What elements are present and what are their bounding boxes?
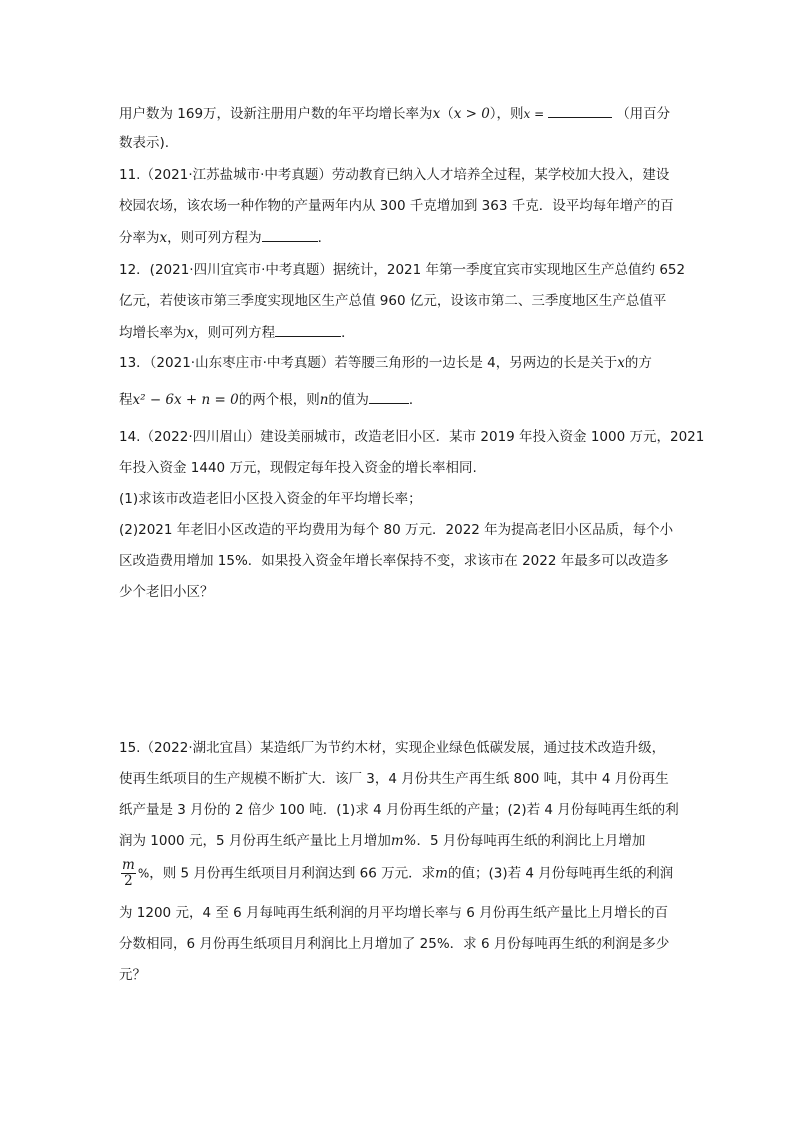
m-percent: m% bbox=[390, 833, 417, 849]
condition: x > 0 bbox=[453, 106, 490, 122]
q15-line-8: 元？ bbox=[119, 967, 146, 983]
q11-line-2: 校园农场，该农场一种作物的产量两年内从 300 千克增加到 363 千克．设平均每年增产的百 bbox=[119, 198, 674, 214]
fraction-denominator: 2 bbox=[124, 873, 133, 889]
q10-line-1 bbox=[119, 103, 670, 124]
q14-line-1: 14.（2022·四川眉山）建设美丽城市，改造老旧小区．某市 2019 年投入资金 1000 万元，2021 bbox=[119, 429, 705, 445]
q12-line-2: 亿元，若使该市第三季度实现地区生产总值 960 亿元，设该市第二、三季度地区生产总值平 bbox=[119, 293, 667, 309]
q12-text: ． bbox=[341, 325, 355, 341]
q15-text: 的值；(3)若 4 月份每吨再生纸的利润 bbox=[447, 865, 674, 882]
q15-line-2: 使再生纸项目的生产规模不断扩大．该厂 3，4 月份共生产再生纸 800 吨，其中 4 月份再生 bbox=[119, 771, 669, 787]
q14-part-2-line-2: 区改造费用增加 15%．如果投入资金年增长率保持不变，求该市在 2022 年最多可以改造多 bbox=[119, 553, 669, 569]
q11-text: ，则可列方程为 bbox=[167, 230, 262, 246]
x-equals: x = bbox=[523, 107, 545, 121]
var-m: m bbox=[435, 865, 448, 882]
q15-text: 润为 1000 元，5 月份再生纸产量比上月增加 bbox=[119, 833, 391, 849]
var-x: x bbox=[159, 230, 168, 246]
q12-line-3 bbox=[119, 322, 355, 343]
fraction-numerator: m bbox=[122, 857, 135, 873]
q15-text: ．5 月份每吨再生纸的利润比上月增加 bbox=[416, 833, 646, 849]
q14-line-2: 年投入资金 1440 万元，现假定每年投入资金的增长率相同. bbox=[119, 460, 477, 476]
q11-line-1: 11.（2021·江苏盐城市·中考真题）劳动教育已纳入人才培养全过程，某学校加大投入，建设 bbox=[119, 167, 670, 183]
q15-line-6: 为 1200 元，4 至 6 月每吨再生纸利润的月平均增长率与 6 月份再生纸产量比上月增长的百 bbox=[119, 905, 669, 921]
fraction-m-over-2 bbox=[121, 858, 136, 889]
q11-text: ． bbox=[317, 230, 332, 246]
paren-open: （ bbox=[440, 106, 454, 122]
q10-text: 用户数为 169万，设新注册用户数的年平均增长率为 bbox=[119, 106, 433, 122]
q13-text: 的值为 bbox=[328, 392, 369, 408]
q10-text: （用百分 bbox=[616, 106, 671, 122]
answer-blank-q13[interactable] bbox=[369, 389, 409, 404]
q14-part-1: (1)求该市改造老旧小区投入资金的年平均增长率； bbox=[119, 491, 422, 507]
q15-line-5 bbox=[119, 858, 673, 889]
q13-line-2 bbox=[119, 389, 422, 410]
q15-text: ，则 5 月份再生纸项目月利润达到 66 万元．求 bbox=[149, 865, 436, 882]
var-x: x bbox=[186, 325, 195, 341]
q11-line-3 bbox=[119, 227, 331, 248]
equation: x² − 6x + n = 0 bbox=[132, 392, 239, 408]
q12-line-1: 12．(2021·四川宜宾市·中考真题）据统计，2021 年第一季度宜宾市实现地区生产总值约 652 bbox=[119, 262, 686, 278]
q13-text: 程 bbox=[119, 392, 133, 408]
q15-line-1: 15.（2022·湖北宜昌）某造纸厂为节约木材，实现企业绿色低碳发展，通过技术改造升级， bbox=[119, 740, 666, 756]
answer-blank-q12[interactable] bbox=[275, 322, 341, 337]
q10-text: ），则 bbox=[489, 106, 524, 122]
q12-text: 均增长率为 bbox=[119, 325, 187, 341]
q13-text: 的方 bbox=[624, 355, 652, 371]
q15-line-7: 分数相同，6 月份再生纸项目月利润比上月增加了 25%．求 6 月份每吨再生纸的利润是多少 bbox=[119, 936, 670, 952]
percent-sign: % bbox=[137, 866, 150, 881]
q13-text: 13．（2021·山东枣庄市·中考真题）若等腰三角形的一边长是 4，另两边的长是关于 bbox=[119, 355, 618, 371]
var-x: x bbox=[432, 106, 441, 122]
var-x: x bbox=[617, 355, 625, 371]
q11-text: 分率为 bbox=[119, 230, 160, 246]
q13-line-1 bbox=[119, 353, 652, 373]
q14-part-2-line-3: 少个老旧小区？ bbox=[119, 584, 214, 600]
q10-line-2: 数表示). bbox=[119, 135, 170, 151]
q15-line-4 bbox=[119, 831, 645, 851]
answer-blank-q11[interactable] bbox=[262, 227, 318, 242]
var-n: n bbox=[319, 392, 329, 408]
answer-blank-q10[interactable] bbox=[548, 103, 612, 118]
q13-text: 的两个根，则 bbox=[238, 392, 320, 408]
q15-line-3: 纸产量是 3 月份的 2 倍少 100 吨．(1)求 4 月份再生纸的产量；(2)若 4 月份每吨再生纸的利 bbox=[119, 802, 679, 818]
q14-part-2-line-1: (2)2021 年老旧小区改造的平均费用为每个 80 万元．2022 年为提高老旧小区品质，每个小 bbox=[119, 522, 674, 538]
q12-text: ，则可列方程 bbox=[194, 325, 276, 341]
q13-text: ． bbox=[408, 392, 423, 408]
